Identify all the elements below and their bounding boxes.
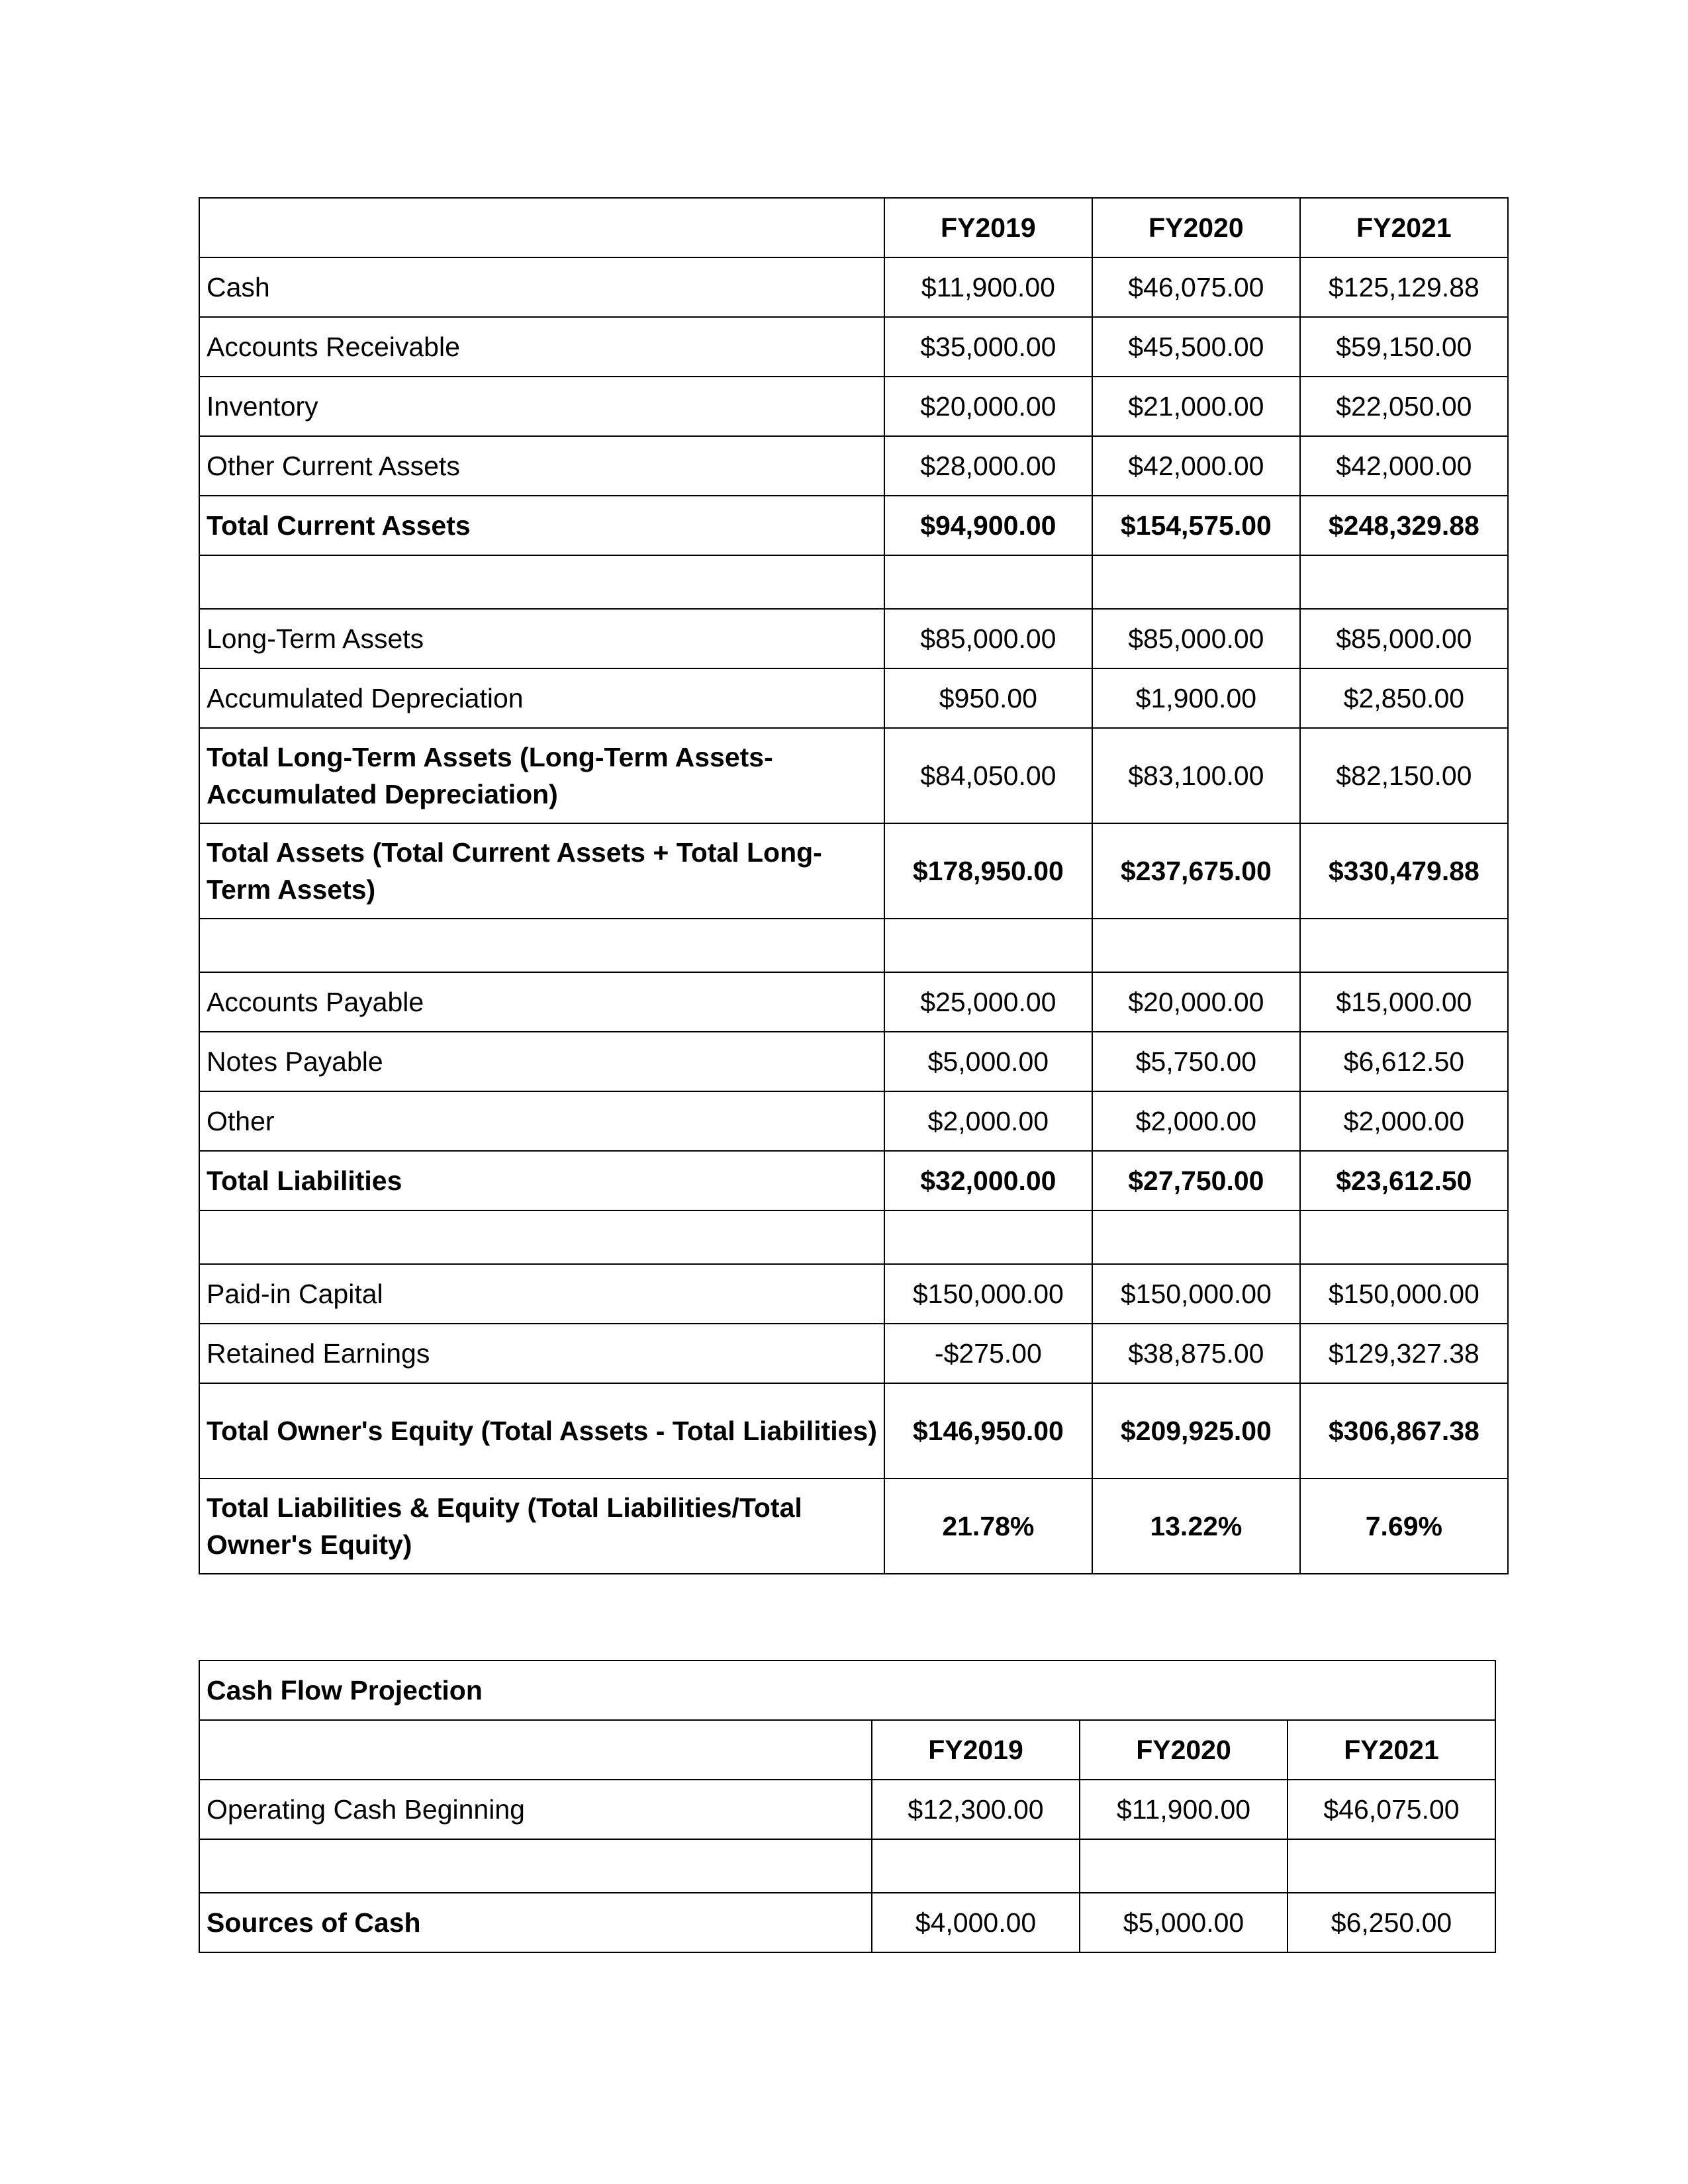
value-cell: $12,300.00 (872, 1780, 1080, 1839)
spacer-row (199, 919, 1508, 972)
value-cell: $178,950.00 (884, 823, 1092, 919)
table-row (199, 436, 1508, 496)
spacer-cell (199, 555, 884, 609)
row-label: Cash (199, 257, 884, 317)
value-cell: $2,000.00 (1300, 1091, 1508, 1151)
value-cell: $21,000.00 (1092, 377, 1300, 436)
value-cell: $46,075.00 (1288, 1780, 1495, 1839)
row-label: Accounts Payable (199, 972, 884, 1032)
value-cell: $85,000.00 (884, 609, 1092, 668)
row-label: Total Current Assets (199, 496, 884, 555)
value-cell: $45,500.00 (1092, 317, 1300, 377)
value-cell: $154,575.00 (1092, 496, 1300, 555)
total-row (199, 496, 1508, 555)
value-cell: $35,000.00 (884, 317, 1092, 377)
value-cell: $94,900.00 (884, 496, 1092, 555)
value-cell: $2,000.00 (1092, 1091, 1300, 1151)
value-cell: 21.78% (884, 1479, 1092, 1574)
spacer-row (199, 1210, 1508, 1264)
total-row (199, 728, 1508, 823)
table-row (199, 1780, 1495, 1839)
value-cell: $4,000.00 (872, 1893, 1080, 1952)
table-row (199, 1091, 1508, 1151)
value-cell: $248,329.88 (1300, 496, 1508, 555)
row-label: Total Owner's Equity (Total Assets - Total Liabilities) (199, 1383, 884, 1479)
value-cell: $2,000.00 (884, 1091, 1092, 1151)
header-row (199, 1720, 1495, 1780)
row-label: Sources of Cash (199, 1893, 872, 1952)
total-row (199, 1479, 1508, 1574)
header-cell: FY2021 (1288, 1720, 1495, 1780)
value-cell: 7.69% (1300, 1479, 1508, 1574)
value-cell: $38,875.00 (1092, 1324, 1300, 1383)
spacer-row (199, 555, 1508, 609)
value-cell: $15,000.00 (1300, 972, 1508, 1032)
table-row (199, 668, 1508, 728)
header-row (199, 198, 1508, 257)
value-cell: $22,050.00 (1300, 377, 1508, 436)
spacer-cell (1300, 919, 1508, 972)
value-cell: 13.22% (1092, 1479, 1300, 1574)
value-cell: $5,750.00 (1092, 1032, 1300, 1091)
row-label: Other (199, 1091, 884, 1151)
value-cell: $11,900.00 (1080, 1780, 1288, 1839)
row-label: Total Liabilities (199, 1151, 884, 1210)
total-row (199, 1151, 1508, 1210)
header-blank-cell (199, 198, 884, 257)
value-cell: $59,150.00 (1300, 317, 1508, 377)
table-row (199, 1264, 1508, 1324)
row-label: Accounts Receivable (199, 317, 884, 377)
value-cell: $6,612.50 (1300, 1032, 1508, 1091)
row-label: Total Assets (Total Current Assets + Total Long-Term Assets) (199, 823, 884, 919)
value-cell: $42,000.00 (1300, 436, 1508, 496)
value-cell: -$275.00 (884, 1324, 1092, 1383)
row-label: Long-Term Assets (199, 609, 884, 668)
row-label: Other Current Assets (199, 436, 884, 496)
value-cell: $150,000.00 (1092, 1264, 1300, 1324)
spacer-cell (1300, 1210, 1508, 1264)
balance-sheet-table (199, 197, 1509, 1574)
header-cell: FY2019 (872, 1720, 1080, 1780)
spacer-cell (884, 555, 1092, 609)
value-cell: $150,000.00 (1300, 1264, 1508, 1324)
table-row (199, 972, 1508, 1032)
spacer-cell (199, 919, 884, 972)
header-cell: FY2020 (1092, 198, 1300, 257)
cash-flow-table (199, 1660, 1496, 1953)
value-cell: $85,000.00 (1300, 609, 1508, 668)
row-label: Total Long-Term Assets (Long-Term Assets-Accumulated Depreciation) (199, 728, 884, 823)
title-row (199, 1661, 1495, 1720)
table-row (199, 1032, 1508, 1091)
spacer-cell (1092, 919, 1300, 972)
value-cell: $84,050.00 (884, 728, 1092, 823)
value-cell: $209,925.00 (1092, 1383, 1300, 1479)
value-cell: $83,100.00 (1092, 728, 1300, 823)
spacer-cell (199, 1210, 884, 1264)
value-cell: $82,150.00 (1300, 728, 1508, 823)
value-cell: $125,129.88 (1300, 257, 1508, 317)
row-label: Accumulated Depreciation (199, 668, 884, 728)
value-cell: $330,479.88 (1300, 823, 1508, 919)
value-cell: $2,850.00 (1300, 668, 1508, 728)
total-row (199, 823, 1508, 919)
value-cell: $27,750.00 (1092, 1151, 1300, 1210)
row-label: Retained Earnings (199, 1324, 884, 1383)
value-cell: $11,900.00 (884, 257, 1092, 317)
spacer-cell (1092, 1210, 1300, 1264)
value-cell: $950.00 (884, 668, 1092, 728)
spacer-cell (1092, 555, 1300, 609)
value-cell: $6,250.00 (1288, 1893, 1495, 1952)
value-cell: $146,950.00 (884, 1383, 1092, 1479)
spacer-cell (1288, 1839, 1495, 1893)
spacer-cell (884, 1210, 1092, 1264)
value-cell: $306,867.38 (1300, 1383, 1508, 1479)
value-cell: $5,000.00 (884, 1032, 1092, 1091)
row-label: Notes Payable (199, 1032, 884, 1091)
table-row (199, 257, 1508, 317)
value-cell: $1,900.00 (1092, 668, 1300, 728)
spacer-cell (199, 1839, 872, 1893)
row-label: Total Liabilities & Equity (Total Liabilities/Total Owner's Equity) (199, 1479, 884, 1574)
spacer-cell (1080, 1839, 1288, 1893)
table-title: Cash Flow Projection (199, 1661, 1495, 1720)
table-row (199, 317, 1508, 377)
value-cell: $32,000.00 (884, 1151, 1092, 1210)
spacer-cell (1300, 555, 1508, 609)
value-cell: $85,000.00 (1092, 609, 1300, 668)
table-row (199, 1324, 1508, 1383)
row-label: Paid-in Capital (199, 1264, 884, 1324)
value-cell: $25,000.00 (884, 972, 1092, 1032)
value-cell: $20,000.00 (1092, 972, 1300, 1032)
value-cell: $42,000.00 (1092, 436, 1300, 496)
spacer-row (199, 1839, 1495, 1893)
value-cell: $28,000.00 (884, 436, 1092, 496)
value-cell: $20,000.00 (884, 377, 1092, 436)
table-row (199, 609, 1508, 668)
table-row (199, 377, 1508, 436)
value-cell: $23,612.50 (1300, 1151, 1508, 1210)
value-cell: $46,075.00 (1092, 257, 1300, 317)
value-cell: $150,000.00 (884, 1264, 1092, 1324)
header-cell: FY2020 (1080, 1720, 1288, 1780)
header-blank-cell (199, 1720, 872, 1780)
spacer-cell (884, 919, 1092, 972)
value-cell: $5,000.00 (1080, 1893, 1288, 1952)
header-cell: FY2019 (884, 198, 1092, 257)
value-cell: $237,675.00 (1092, 823, 1300, 919)
table-row (199, 1893, 1495, 1952)
row-label: Operating Cash Beginning (199, 1780, 872, 1839)
spacer-cell (872, 1839, 1080, 1893)
value-cell: $129,327.38 (1300, 1324, 1508, 1383)
row-label: Inventory (199, 377, 884, 436)
total-row (199, 1383, 1508, 1479)
header-cell: FY2021 (1300, 198, 1508, 257)
